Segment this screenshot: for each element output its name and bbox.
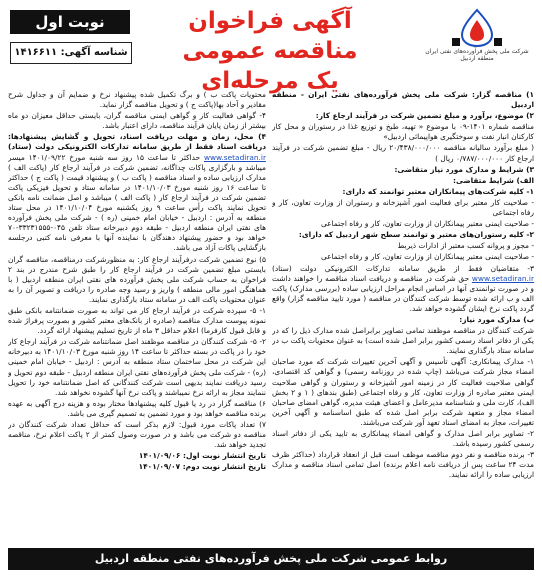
section-tenderer: ۱) مناقصه گزار: شرکت ملی پخش فرآورده‌های نفتی ایران - منطقه اردبیل — [272, 90, 534, 110]
section-requirements: ۳) شرایط و مدارک مورد نیاز متقاضی: — [394, 164, 534, 174]
public-relations-footer: روابط عمومی شرکت ملی پخش فرآورده‌های نفتی منطقه اردبیل — [8, 548, 534, 570]
subsection-documents: ب) مدارک مورد نیاز: — [459, 314, 534, 324]
tender-estimate: ( مبلغ برآورد سالیانه مناقصه ۲۰/۴۳۸/۰۰۰/۰۰۰ ریال - مبلغ تضمین شرکت در فرآیند ارجاع کار ۰/۷۸۷/۰۰۰/۰۰۰ ریال ) — [272, 143, 534, 163]
timeline-body: حداکثر تا ساعت ۱۵ روز سه شنبه مورخ ۱۴۰۱/۰۹/۲۲ میسر میباشد و بارگزاری پاکات چداگانه، تضمین شرکت در فرآیند ارجاع کار (پاکت الف ) مدارک ارزیابی ساده و اسناد مناقصه ( پاکت ب ) و پیشنهاد قیمت ( پاکت ج ) حداکثر تا ساعت ۱۶ روز شنبه مورخ ۱۴۰۱/۱۰/۰۳ در سامانه ستاد و تحویل فیزیکی پاکت تضمین شرکت در فرآیند ارجاع کار ( پاکت الف ) میباشد و اصل ضمانت نامه بانکی تحویل نمایند پاکت رأس ساعت ۹ روز یکشنبه مورخ ۱۴۰۱/۱۰/۰۴ در محل ستاد منطقه به آدرس : اردبیل - خیابان امام خمینی (ره ) - شرکت ملی پخش فرآورده های نفتی ایران منطقه اردبیل - طبقه دوم دبیرخانه ستاد تلفن ۰۴۵-۳۳۲۳۱۵۵۵-۷۰ خواهد بود و حضور پیشنهاد دهندگان با نماینده آنها با معرفی نامه کتبی درجلسه بازگشایی پاکات آزاد می باشد. — [8, 152, 266, 253]
section-rights: ۶) مناقصه گزار در رد یا قبول کلیه پیشنهادها مختار بوده و هزینه درج آگهی به عهده برنده مناقصه خواهد بود و مورد تضمین به تصمیم گیری می باشد. — [8, 398, 266, 418]
condition-1a: - صلاحیت کار معتبر برای فعالیت امور آشپزخانه و رستوران از وزارت تعاون، کار و رفاه اجتماعی — [272, 197, 534, 218]
title-line2: یک مرحله‌ای — [201, 68, 339, 94]
documents-intro: شرکت کنندگان در مناقصه موظفند تمامی تصاویر برابراصل شده مدارک ذیل را که در یکی از دفاتر اسناد رسمی کشور برابر اصل شده است) به عنوان محتویات پاکت ب در سامانه ستاد بارگذاری نمایند. — [272, 326, 534, 356]
condition-1: ۱- کلیه شرکت‌های پیمانکاران معتبر توانمند که دارای: — [342, 186, 534, 196]
documents-3: ۳- برنده مناقصه و نفر دوم مناقصه موظف است قبل از انعقاد قرارداد (حداکثر ظرف مدت ۲۴ ساعت پس از دریافت نامه اعلام برنده) اصل تمامی اسناد مناقصه و مدارک ارزیابی ساده را ارائه نمایند. — [272, 450, 534, 480]
org-name-line1: شرکت ملی پخش فرآورده‌های نفتی ایران — [425, 48, 529, 55]
condition-3-text: ۳- متقاضیان فقط از طریق سامانه تدارکات الکترونیکی دولت (ستاد) — [272, 263, 534, 273]
left-p2: ۴- گواهی فعالیت کار و گواهی ایمنی مناقصه گران، بایستی حداقل معیزان دو ماه بیشتر از زمان پایان فرآیند مناقصه، دارای اعتبار باشد. — [8, 111, 266, 131]
section-guarantee: ۵) نوع تضمین شرکت درفرآیند ارجاع کار: به منظورشرکت درمناقصه، مناقصه گران بایستی مبلغ تضمین شرکت در فرآیند ارجاع کار را طبق شرح مندرج در بند ۲ فراخوان به حساب شرکت ملی پخش فرآورده های نفتی ایران منطقه اردبیل ( با هماهنگی امور مالی منطقه ) واریز و رسید وجه صادره را دریافت و تصویر آن را به عنوان محتویات پاکت الف در سامانه ستاد بارگذاری نمایند. — [8, 254, 266, 304]
tender-number: مناقصه شماره ۱۴۰۱-۰۹ با موضوع « تهیه، طبخ و توزیع غذا در رستوران و محل کار کارکنان انبار نفت و سوختگیری هواپیمائی اردبیل» — [272, 122, 534, 142]
setad-link[interactable]: www.setadiran.ir — [471, 273, 534, 283]
documents-1: ۱- مدارک پیمانکاری: آگهی تأسیس و آگهی آخرین تغییرات شرکت که مورد صاحبان امضاء مجاز شرکت می‌باشد (چاپ شده در روزنامه رسمی) و گواهی کد اقتصادی، گواهی صلاحیت فعالیت کار در زمینه امور آشپزخانه و رستوران و گواهی صلاحیت ایمنی معتبر صادره از وزارت تعاون، کار و رفاه اجتماعی (طبق بندهای ( ۱ و ۲ بخش الف)، کارت ملی و شناسنامه مدیرعامل و اعضای هیئت مدیره، گواهی امضای صاحبان امضاء مجاز و متعهد شرکت برابر اصل شده که طبق اساسنامه و آگهی آخرین تغییرات، مجاز به امضای اسناد تعهد آور شرکت می‌باشند. — [272, 357, 534, 427]
left-column — [8, 90, 266, 546]
title-line1: آگهی فراخوان مناقصه عمومی — [182, 8, 358, 64]
publish-date-2: تاریخ انتشار نوبت دوم: ۱۴۰۱/۰۹/۰۷ — [138, 462, 266, 472]
guarantee-1: ۱- ۵- سپرده شرکت در فرآیند ارجاع کار می تواند به صورت ضمانتنامه بانکی طبق نمونه پیوست مدارک مناقصه (صادره از بانک‌های معتبر کشور و بصورت پرفراژ شده و قابل قبول کارفرما) اعلام حداقل ۳ ماه از تاریخ تسلیم پیشنهاد ارائه گردد. — [8, 305, 266, 336]
timeline-heading: ۴) محل، زمان و مهلت دریافت اسناد، تحویل و گشایش پیشنهادها: دریافت اسناد فقط از طریق سامانه تدارکات الکترونیکی دولت (ستاد) — [8, 132, 266, 152]
subsection-conditions: الف) شرایط متقاضی: — [453, 175, 534, 185]
section-min-bids: ۷) تعداد پاکات مورد قبول: لازم بذکر است که حداقل تعداد شرکت کنندگان در مناقصه دو شرکت می باشد و در صورت وصول کمتر از ۲ پاکت اعلام نرخ، مناقصه تجدید خواهد شد. — [8, 420, 266, 450]
section-subject: ۲) موضوع، برآورد و مبلغ تضمین شرکت در فرآیند ارجاع کار: — [315, 111, 534, 121]
condition-3 — [272, 264, 534, 314]
oil-company-logo-icon — [448, 8, 506, 48]
publish-date-1: تاریخ انتشار نوبت اول: ۱۴۰۱/۰۹/۰۶ — [138, 451, 266, 461]
setad-link-2[interactable]: www.setadiran.ir — [203, 152, 266, 162]
condition-2b: - صلاحیت ایمنی معتبر پیمانکاران از وزارت تعاون، کار و رفاه اجتماعی — [320, 252, 534, 262]
company-logo — [422, 8, 532, 68]
header — [0, 0, 542, 94]
guarantee-2: ۲- ۵- شرکت کنندگان در مناقصه موظفند اصل ضمانتنامه شرکت در فرآیند ارجاع کار خود را در پاکت در بسته حداکثر تا ساعت ۱۴ روز شنبه مورخ ۱۴۰۱/۱۰/۰۳ به دبیرخانه این شرکت در محل ساختمان ستاد منطقه به آدرس : اردبیل - خیابان امام خمینی (ره) - شرکت ملی پخش فرآورده‌های نفتی ایران منطقه اردبیل - طبقه دوم تحویل و رسید دریافت نمایند بدیهی است شرکت کنندگانی که اصل ضمانتنامه خود را تحویل ننمایند مجاز به ارائه نرخ نمیباشند و پاکت نرخ آنها گشوده نخواهد شد. — [8, 337, 266, 397]
ad-title — [150, 6, 390, 96]
documents-2: ۲- تصاویر برابر اصل مدارک و گواهی امضاء پیمانکاری به تایید یکی از دفاتر اسناد رسمی کشور رسیده باشد. — [272, 429, 534, 449]
org-name-line2: منطقه اردبیل — [460, 55, 494, 62]
condition-1b: - صلاحیت ایمنی معتبر پیمانکاران از وزارت تعاون، کار و رفاه اجتماعی — [320, 219, 534, 229]
section-timeline — [8, 132, 266, 253]
round-badge: نوبت اول — [10, 10, 130, 34]
condition-3-rest: حق شرکت در مناقصه و دریافت اسناد مناقصه را خواهند داشت و در صورت توانمندی آنها در اساس انجام مراحل ارزیابی ساده (بررسی مدارک) پاکت الف و ب ارائه شده توسط شرکت کنندگان در مناقصه ( مورد تایید مناقصه گزار) واقع گردد پاکت نرخ ایشان گشوده خواهد شد. — [272, 273, 534, 313]
condition-2: ۲- کلیه رستوران‌های معتبر و توانمند سطح شهر اردبیل که دارای: — [298, 230, 534, 240]
right-column — [272, 90, 534, 546]
left-p1: محتویات پاکت ب ) و برگ تکمیل شده پیشنهاد نرخ و ضمایم آن و جداول شرح مقادیر و آحاد بها(پاکت ج ) و تحویل مناقصه گزار نماید. — [8, 90, 266, 110]
ad-id-box: شناسه آگهی: ۱۴۱۶۶۱۱ — [10, 42, 132, 64]
condition-2a: - مجوز و پروانه کسب معتبر از ادارات ذیربط — [397, 241, 534, 251]
